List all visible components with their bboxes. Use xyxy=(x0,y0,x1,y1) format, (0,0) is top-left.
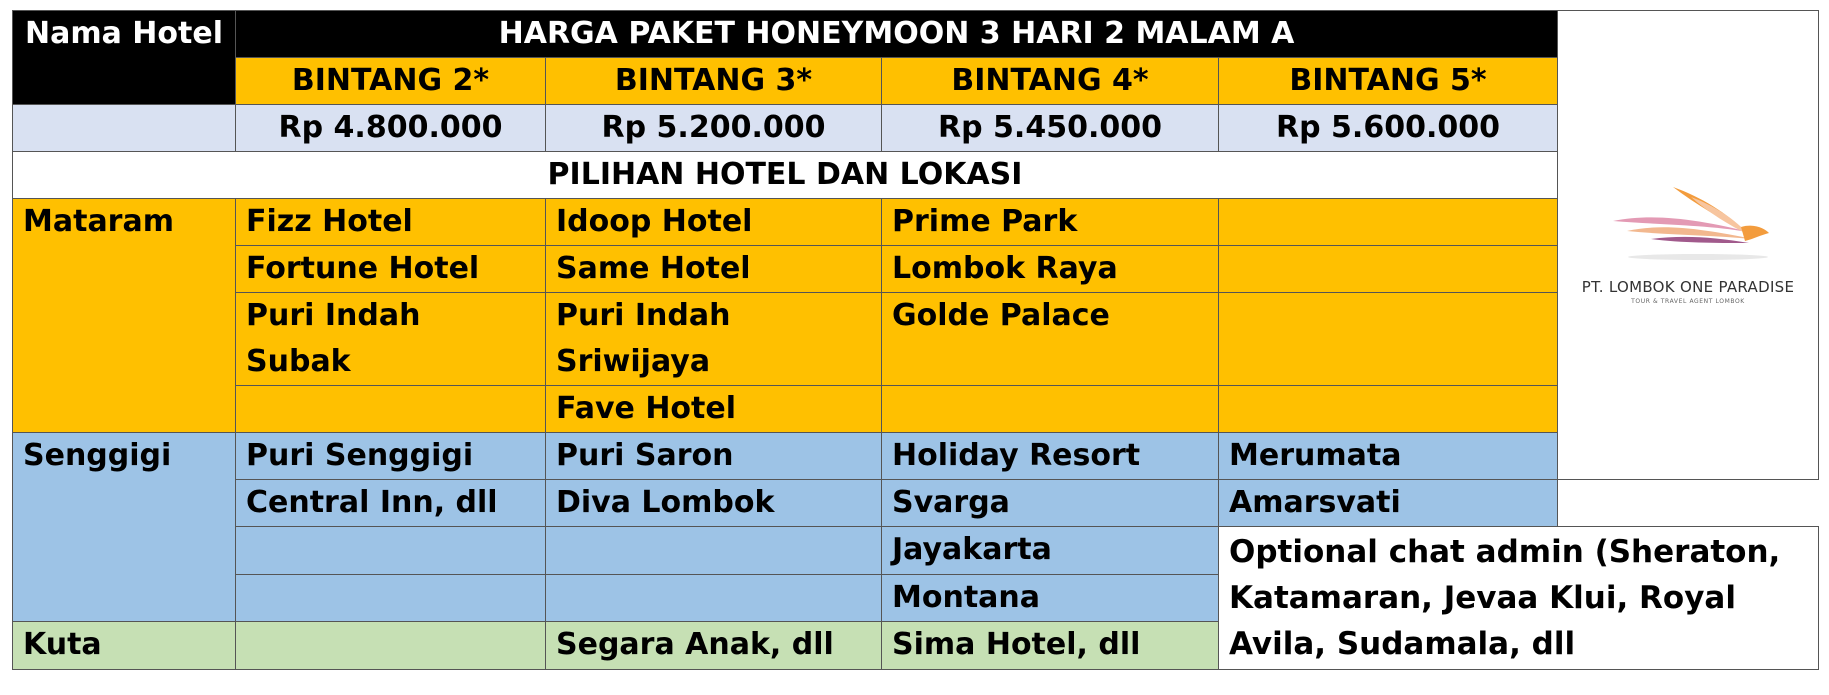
hotel-cell: Fizz Hotel xyxy=(236,199,546,246)
price-bintang-2: Rp 4.800.000 xyxy=(236,105,546,152)
tier-header-2: BINTANG 2* xyxy=(236,58,546,105)
price-sheet xyxy=(12,10,1819,670)
bird-logo-icon xyxy=(1603,183,1773,263)
logo-feather-peach xyxy=(1691,197,1749,235)
location-mataram: Mataram xyxy=(13,199,236,433)
hotel-cell xyxy=(1219,199,1558,246)
hotel-cell: Idoop Hotel xyxy=(546,199,882,246)
package-title: HARGA PAKET HONEYMOON 3 HARI 2 MALAM A xyxy=(236,11,1558,58)
hotel-cell xyxy=(1219,293,1558,386)
hotel-cell xyxy=(236,386,546,433)
hotel-cell xyxy=(546,574,882,622)
hotel-cell: Jayakarta xyxy=(882,527,1219,575)
price-bintang-3: Rp 5.200.000 xyxy=(546,105,882,152)
company-logo xyxy=(1558,11,1819,480)
logo-head xyxy=(1741,226,1769,241)
price-table xyxy=(12,10,1819,670)
hotel-cell: Montana xyxy=(882,574,1219,622)
price-bintang-5: Rp 5.600.000 xyxy=(1219,105,1558,152)
tier-header-5: BINTANG 5* xyxy=(1219,58,1558,105)
hotel-cell: Lombok Raya xyxy=(882,246,1219,293)
hotel-cell: Segara Anak, dll xyxy=(546,622,882,670)
location-kuta: Kuta xyxy=(13,622,236,670)
hotel-cell: Sima Hotel, dll xyxy=(882,622,1219,670)
hotel-cell: Holiday Resort xyxy=(882,433,1219,480)
logo-company-name: PT. LOMBOK ONE PARADISE xyxy=(1581,278,1795,296)
logo-shadow xyxy=(1628,254,1768,260)
tier-header-3: BINTANG 3* xyxy=(546,58,882,105)
hotel-cell: Fave Hotel xyxy=(546,386,882,433)
hotel-cell xyxy=(236,574,546,622)
logo-wing-mauve xyxy=(1651,237,1749,243)
hotel-cell: Merumata xyxy=(1219,433,1558,480)
hotel-cell: Golde Palace xyxy=(882,293,1219,386)
hotel-cell: Puri Saron xyxy=(546,433,882,480)
nama-hotel-header: Nama Hotel xyxy=(13,11,236,105)
optional-note: Optional chat admin (Sheraton, Katamaran, Jevaa Klui, Royal Avila, Sudamala, dll xyxy=(1219,527,1819,670)
hotel-cell: Puri Indah Subak xyxy=(236,293,546,386)
hotel-cell xyxy=(1219,386,1558,433)
hotel-cell xyxy=(1219,246,1558,293)
logo-tagline: TOUR & TRAVEL AGENT LOMBOK xyxy=(1631,298,1745,305)
hotel-cell xyxy=(882,386,1219,433)
section-title: PILIHAN HOTEL DAN LOKASI xyxy=(13,152,1558,199)
price-bintang-4: Rp 5.450.000 xyxy=(882,105,1219,152)
hotel-cell: Central Inn, dll xyxy=(236,480,546,527)
hotel-cell: Diva Lombok xyxy=(546,480,882,527)
hotel-cell xyxy=(546,527,882,575)
hotel-cell xyxy=(236,622,546,670)
hotel-cell: Prime Park xyxy=(882,199,1219,246)
hotel-cell: Fortune Hotel xyxy=(236,246,546,293)
hotel-cell: Same Hotel xyxy=(546,246,882,293)
hotel-cell: Puri Indah Sriwijaya xyxy=(546,293,882,386)
hotel-cell xyxy=(236,527,546,575)
tier-header-4: BINTANG 4* xyxy=(882,58,1219,105)
hotel-cell: Puri Senggigi xyxy=(236,433,546,480)
hotel-cell: Svarga xyxy=(882,480,1219,527)
hotel-cell: Amarsvati xyxy=(1219,480,1558,527)
location-senggigi: Senggigi xyxy=(13,433,236,622)
price-row-spacer xyxy=(13,105,236,152)
